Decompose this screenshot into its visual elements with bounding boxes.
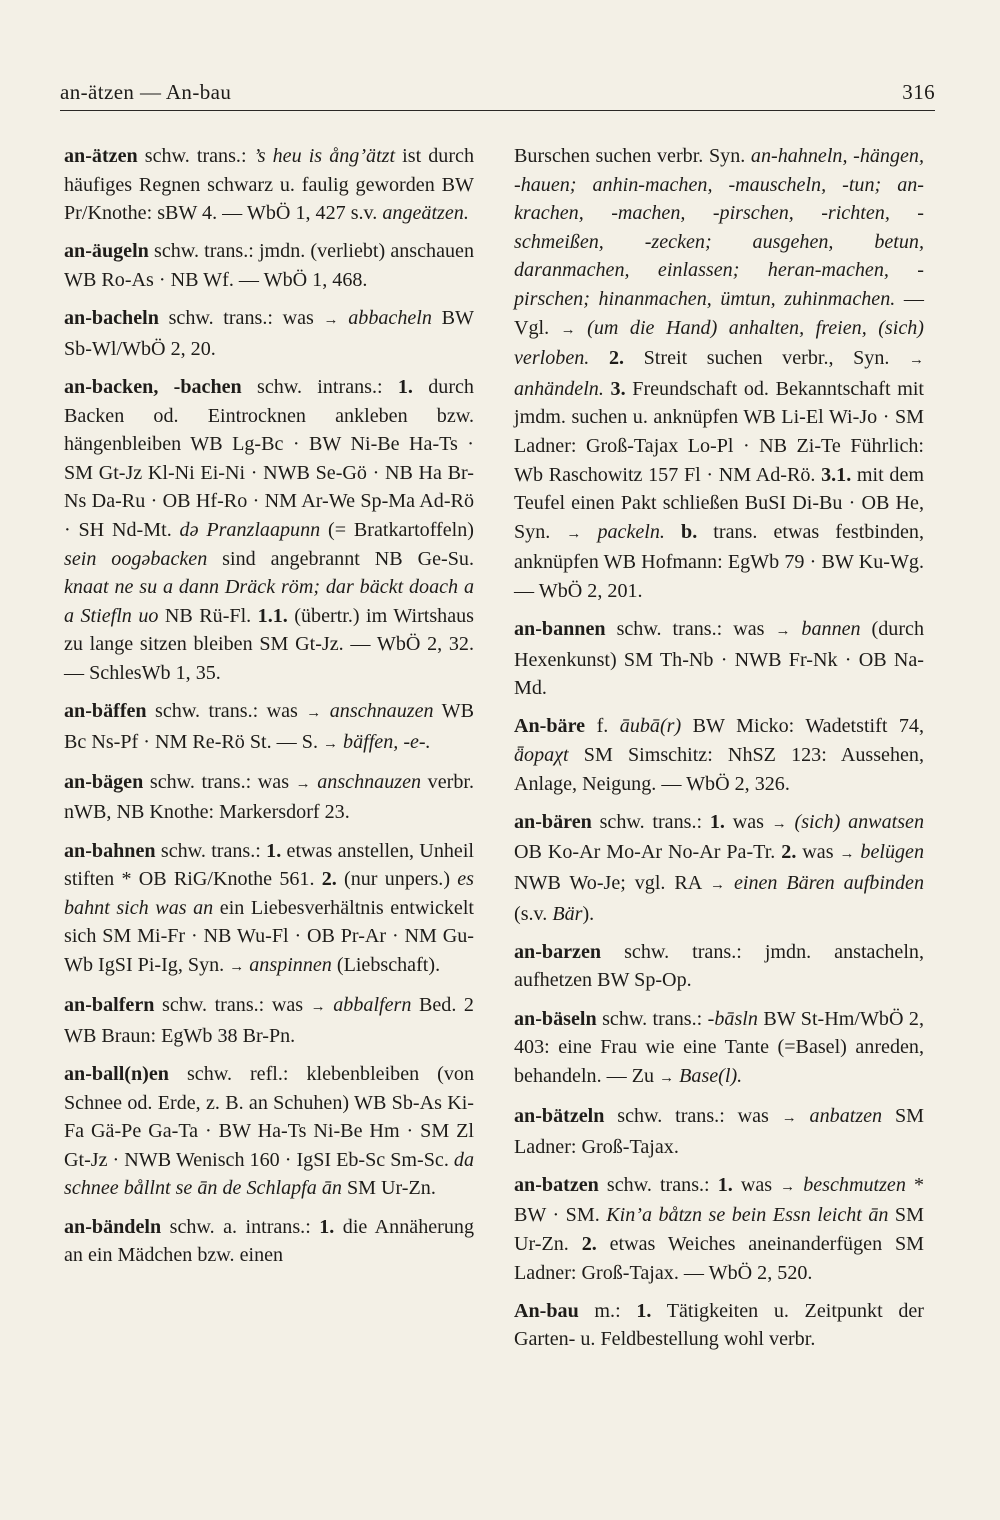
sense-number: 3.1. — [821, 463, 852, 486]
entry-text: WB Bc Ns-Pf · NM Re-Rö St. — S. — [64, 700, 474, 753]
entry-text: — Vgl. — [514, 287, 924, 339]
entry-text: (nur unpers.) — [336, 868, 458, 891]
entry-lemma: an-balfern — [64, 994, 155, 1017]
sense-number: 1. — [636, 1299, 652, 1322]
entry-text: Burschen suchen verbr. Syn. — [514, 145, 751, 167]
entry-lemma: an-bätzeln — [514, 1104, 605, 1127]
italic-text: anschnauzen — [317, 770, 422, 793]
entry-text: mit dem Teufel einen Pakt schließen BuSI Di-Bu · OB He, Syn. — [514, 463, 924, 543]
italic-text: da schnee bållnt se ān de Schlapfa ān — [64, 1148, 474, 1200]
entry-text: Streit suchen verbr., Syn. — [624, 347, 909, 370]
cross-ref-arrow: → — [909, 352, 924, 369]
entry-lemma: an-backen, -bachen — [64, 375, 242, 398]
sense-number: 1. — [717, 1173, 733, 1196]
entry-text: schw. trans.: — [155, 839, 267, 862]
cross-ref-arrow: → — [710, 877, 726, 894]
entry-lemma: an-bahnen — [64, 839, 156, 862]
entry-text: (durch Hexenkunst) SM Th-Nb · NWB Fr-Nk · OB Na-Md. — [514, 618, 924, 700]
dictionary-entry — [514, 1171, 924, 1287]
dictionary-entry — [514, 1297, 924, 1354]
cross-ref-arrow: → — [775, 623, 791, 640]
entry-text — [790, 618, 801, 640]
dictionary-entry — [514, 615, 924, 703]
entry-text — [725, 872, 734, 894]
entry-text: was — [724, 810, 772, 833]
italic-text: Kin’a båtzn se bein Essn leicht ān — [606, 1204, 889, 1227]
sense-number: 2. — [321, 868, 337, 891]
dictionary-entry — [514, 1102, 924, 1161]
entry-text: schw. trans.: was — [146, 700, 307, 723]
entry-text: schw. trans.: was — [154, 994, 311, 1017]
entry-text: f. — [585, 715, 620, 738]
dictionary-entry — [64, 697, 474, 758]
italic-text: ’s heu is ång’ätzt — [253, 145, 396, 167]
entry-text: etwas Weiches aneinanderfügen SM Ladner: Groß-Tajax. — WbÖ 2, 520. — [514, 1232, 924, 1284]
entry-text: schw. trans.: — [598, 1173, 718, 1196]
entry-text — [321, 700, 329, 722]
entry-lemma: an-bäffen — [64, 700, 147, 723]
entry-text: schw. trans.: jmdn. anstacheln, aufhetzen BW Sp-Op. — [514, 940, 924, 992]
entry-lemma: an-bägen — [64, 770, 144, 793]
cross-ref-arrow: → — [310, 999, 326, 1016]
entry-text — [797, 1105, 810, 1127]
left-column — [64, 142, 474, 1279]
sense-number: 1. — [709, 810, 725, 833]
dictionary-entry — [64, 237, 474, 294]
entry-text: schw. trans.: was — [604, 1104, 782, 1127]
entry-text: (übertr.) im Wirtshaus zu lange sitzen bleiben SM Gt-Jz. — WbÖ 2, 32. — SchlesWb 1, 35. — [64, 604, 475, 684]
italic-text: anbatzen — [809, 1104, 883, 1127]
running-head-title: an-ätzen — An-bau — [60, 80, 232, 104]
entry-text: schw. trans.: was — [143, 770, 296, 793]
entry-text: was — [732, 1173, 781, 1196]
entry-text — [795, 1174, 803, 1196]
dictionary-entry — [64, 768, 474, 827]
italic-text: sein oogəbacken — [64, 547, 208, 570]
dictionary-entry — [514, 142, 924, 606]
italic-text: angeätzen. — [382, 202, 469, 225]
entry-text: ). — [582, 902, 595, 925]
entry-lemma: an-ball(n)en — [64, 1062, 169, 1085]
cross-ref-arrow: → — [659, 1069, 675, 1086]
entry-lemma: an-äugeln — [64, 240, 149, 263]
dictionary-entry — [64, 373, 474, 688]
entry-text: schw. trans.: was — [158, 307, 324, 330]
sense-number: 2. — [781, 841, 797, 864]
sense-number: b. — [681, 520, 698, 543]
cross-ref-arrow: → — [229, 959, 245, 975]
italic-text: abbacheln — [348, 307, 432, 330]
italic-text: anhändeln. — [514, 377, 604, 400]
entry-text: durch Backen od. Eintrocknen ankleben bzw. hängenbleiben WB Lg-Bc · BW Ni-Be Ha-Ts · SM Gt-Jz Kl-Ni Ei-Ni · NWB Se-Gö · NB Ha Br-Ns Da-Ru · OB Hf-Ro · NM Ar-We Sp-Ma Ad-Rö · SH Nd-Mt. — [64, 375, 474, 541]
entry-lemma: an-bäseln — [514, 1007, 597, 1030]
entry-lemma: an-bannen — [514, 618, 606, 641]
cross-ref-arrow: → — [781, 1109, 797, 1126]
dictionary-entry — [64, 837, 474, 982]
entry-text: schw. refl.: klebenbleiben (von Schnee od. Erde, z. B. an Schuhen) WB Sb-As Ki-Fa Gä-Pe Ga-Ta · BW Ha-Ts Ni-Be Hm · SM Zl Gt-Jz · NWB Wenisch 160 · IgSI Eb-Sc Sm-Sc. — [64, 1062, 474, 1171]
entry-text: schw. trans.: jmdn. (verliebt) anschauen WB Ro-As · NB Wf. — WbÖ 1, 468. — [64, 240, 474, 291]
entry-text: (Liebschaft). — [331, 954, 441, 976]
italic-text: einen Bären aufbinden — [733, 872, 924, 895]
entry-text: m.: — [578, 1299, 637, 1322]
cross-ref-arrow: → — [295, 775, 311, 792]
entry-text — [604, 378, 611, 400]
entry-text: SM Ladner: Groß-Tajax. — [514, 1104, 924, 1158]
sense-number: 1.1. — [257, 604, 288, 627]
italic-text: āubā(r) — [619, 715, 682, 738]
italic-text: anschnauzen — [329, 700, 434, 723]
entry-text: (s.v. — [514, 902, 553, 925]
cross-ref-arrow: → — [323, 735, 339, 752]
entry-lemma: an-bändeln — [64, 1215, 162, 1238]
running-head — [60, 80, 935, 105]
entry-text: was — [796, 841, 840, 864]
entry-text: OB Ko-Ar Mo-Ar No-Ar Pa-Tr. — [514, 841, 782, 864]
entry-lemma: an-bacheln — [64, 307, 159, 330]
italic-text: də Pranzlaapunn — [179, 518, 321, 541]
entry-text: (= Bratkartoffeln) — [320, 518, 474, 541]
header-rule — [60, 110, 935, 111]
italic-text: abbalfern — [333, 994, 412, 1017]
cross-ref-arrow: → — [323, 312, 339, 329]
italic-text: bäffen, -e-. — [343, 730, 431, 753]
sense-number: 1. — [319, 1215, 335, 1238]
entry-text: schw. trans.: was — [605, 618, 776, 641]
entry-lemma: An-bäre — [514, 715, 586, 738]
entry-text — [576, 317, 588, 339]
sense-number: 2. — [608, 347, 625, 370]
sense-number: 2. — [581, 1232, 597, 1255]
entry-lemma: an-barzen — [514, 940, 602, 963]
entry-text: sind angebrannt NB Ge-Su. — [207, 547, 474, 570]
italic-text: bannen — [801, 618, 861, 641]
entry-text: SM Ur-Zn. — [514, 1204, 924, 1255]
entry-text: BW St-Hm/WbÖ 2, 403: eine Frau wie eine Tante (=Basel) anreden, behandeln. — Zu — [514, 1007, 924, 1087]
page-number: 316 — [902, 80, 935, 104]
italic-text: packeln. — [597, 520, 665, 543]
entry-lemma: an-bären — [514, 810, 592, 833]
entry-text — [581, 521, 597, 543]
entry-text — [787, 811, 795, 833]
dictionary-entry — [514, 712, 924, 798]
entry-text: etwas anstellen, Unheil stiften * OB RiG/Knothe 561. — [64, 839, 474, 891]
italic-text: knaat ne su a dann Dräck röm; dar bäckt doach a a Stiefln uo — [64, 576, 474, 627]
entry-text: schw. trans.: — [137, 145, 254, 167]
italic-text: Bär — [552, 902, 583, 925]
entry-text — [339, 307, 349, 329]
dictionary-entry — [514, 938, 924, 995]
dictionary-entry — [64, 1213, 474, 1270]
italic-text: (um die Hand) anhalten, freien, (sich) verloben. — [514, 316, 924, 370]
sense-number: 1. — [266, 839, 282, 862]
dictionary-entry — [64, 991, 474, 1050]
entry-lemma: an-batzen — [514, 1173, 599, 1196]
sense-number: 1. — [397, 375, 413, 398]
entry-text: trans. etwas festbinden, anknüpfen WB Hofmann: EgWb 79 · BW Ku-Wg. — WbÖ 2, 201. — [514, 520, 924, 602]
entry-text: schw. intrans.: — [241, 375, 398, 398]
entry-text: BW Sb-Wl/WbÖ 2, 20. — [64, 307, 474, 360]
italic-text: (sich) anwatsen — [794, 810, 924, 833]
italic-text: beschmutzen — [803, 1173, 906, 1196]
entry-text: verbr. nWB, NB Knothe: Markersdorf 23. — [64, 770, 474, 824]
entry-text: Tätigkeiten u. Zeitpunkt der Garten- u. Feldbestellung wohl verbr. — [514, 1299, 924, 1351]
entry-text: NWB Wo-Je; vgl. RA — [514, 872, 711, 895]
cross-ref-arrow: → — [566, 525, 582, 542]
italic-text: anspinnen — [249, 954, 332, 976]
entry-text: SM Ur-Zn. — [341, 1177, 436, 1200]
entry-text: ist durch häufiges Regnen schwarz u. faulig geworden BW Pr/Knothe: sBW 4. — WbÖ 1, 427 s.v. — [64, 145, 474, 225]
entry-text: Bed. 2 WB Braun: EgWb 38 Br-Pn. — [64, 994, 474, 1047]
italic-text: -bāsln — [707, 1007, 758, 1030]
entry-text: ein Liebesverhältnis entwickelt sich SM Mi-Fr · NB Wu-Fl · OB Pr-Ar · NM Gu-Wb IgSI Pi-Ig, Syn. — [64, 896, 474, 976]
italic-text: an-hahneln, -hängen, -hauen; anhin-machen, -mauscheln, -tun; an-krachen, -machen, -pirschen, -richten, -schmeißen, -zecken; ausgehen, betun, daranmachen, einlassen; heran-machen, -pirschen; hinanmachen, ümtun, zuhinmachen. — [514, 145, 924, 310]
entry-text: schw. trans.: — [591, 810, 710, 833]
italic-text: es bahnt sich was an — [64, 868, 474, 919]
dictionary-entry — [64, 1060, 474, 1203]
italic-text: Base(l). — [679, 1064, 743, 1087]
entry-text: schw. a. intrans.: — [161, 1215, 320, 1238]
cross-ref-arrow: → — [306, 705, 322, 722]
italic-text: belügen — [860, 841, 925, 864]
cross-ref-arrow: → — [839, 846, 855, 863]
entry-lemma: An-bau — [514, 1299, 579, 1322]
dictionary-entry — [64, 304, 474, 363]
entry-text: die Annäherung an ein Mädchen bzw. einen — [64, 1215, 474, 1267]
entry-text: schw. trans.: — [596, 1007, 708, 1030]
italic-text: ǟopaχt — [514, 744, 569, 767]
entry-text — [665, 521, 681, 543]
right-column — [514, 142, 924, 1364]
sense-number: 3. — [610, 377, 626, 400]
entry-lemma: an-ätzen — [64, 145, 138, 167]
entry-text: * BW · SM. — [514, 1173, 925, 1227]
cross-ref-arrow: → — [560, 321, 576, 338]
dictionary-entry — [64, 142, 474, 228]
entry-text: NB Rü-Fl. — [158, 604, 258, 627]
entry-text: Freundschaft od. Bekanntschaft mit jmdm. suchen u. anknüpfen WB Li-El Wi-Jo · SM Ladner: Groß-Tajax Lo-Pl · NB Zi-Te Führlich: Wb Raschowitz 157 Fl · NM Ad-Rö. — [514, 377, 924, 486]
dictionary-entry — [514, 808, 924, 928]
entry-text: BW Micko: Wadetstift 74, — [681, 715, 925, 738]
cross-ref-arrow: → — [780, 1178, 796, 1195]
entry-text — [589, 347, 609, 369]
entry-text: SM Simschitz: NhSZ 123: Aussehen, Anlage, Neigung. — WbÖ 2, 326. — [514, 744, 924, 795]
cross-ref-arrow: → — [771, 815, 787, 832]
dictionary-entry — [514, 1005, 924, 1093]
